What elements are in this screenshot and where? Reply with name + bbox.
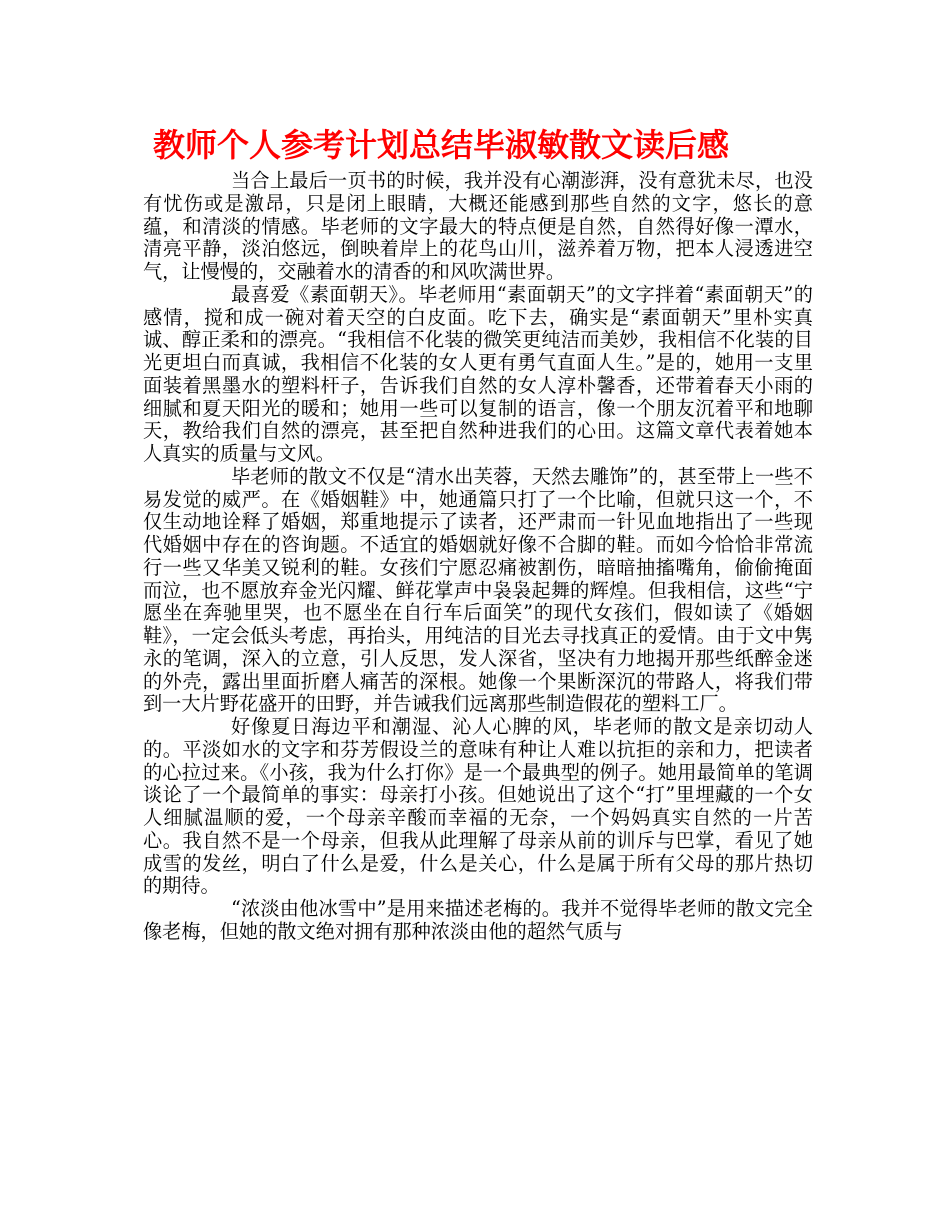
paragraph-4: 好像夏日海边平和潮湿、沁人心脾的风，毕老师的散文是亲切动人的。平淡如水的文字和芬芳假设兰的意味有种让人难以抗拒的亲和力，把读者的心拉过来。《小孩，我为什么打你》是一个最典型的例子。她用最简单的笔调谈论了一个最简单的事实：母亲打小孩。但她说出了这个“打”里埋藏的一个女人细腻温顺的爱，一个母亲辛酸而幸福的无奈，一个妈妈真实自然的一片苦心。我自然不是一个母亲，但我从此理解了母亲从前的训斥与巴掌，看见了她成雪的发丝，明白了什么是爱，什么是关心，什么是属于所有父母的那片热切的期待。 (143, 715, 813, 898)
paragraph-3: 毕老师的散文不仅是“清水出芙蓉，天然去雕饰”的，甚至带上一些不易发觉的威严。在《婚姻鞋》中，她通篇只打了一个比喻，但就只这一个，不仅生动地诠释了婚姻，郑重地提示了读者，还严肃而一针见血地指出了一些现代婚姻中存在的咨询题。不适宜的婚姻就好像不合脚的鞋。而如今恰恰非常流行一些又华美又锐利的鞋。女孩们宁愿忍痛被割伤，暗暗抽搐嘴角，偷偷掩面而泣，也不愿放弃金光闪耀、鲜花掌声中袅袅起舞的辉煌。但我相信，这些“宁愿坐在奔驰里哭，也不愿坐在自行车后面笑”的现代女孩们，假如读了《婚姻鞋》，一定会低头考虑，再抬头，用纯洁的目光去寻找真正的爱情。由于文中隽永的笔调，深入的立意，引人反思，发人深省，坚决有力地揭开那些纸醉金迷的外壳，露出里面折磨人痛苦的深根。她像一个果断深沉的带路人，将我们带到一大片野花盛开的田野，并告诫我们远离那些制造假花的塑料工厂。 (143, 464, 813, 716)
document-page (143, 120, 813, 944)
paragraph-2: 最喜爱《素面朝天》。毕老师用“素面朝天”的文字拌着“素面朝天”的感情，搅和成一碗对着天空的白皮面。吃下去，确实是“素面朝天”里朴实真诚、醇正柔和的漂亮。“我相信不化装的微笑更纯洁而美妙，我相信不化装的目光更坦白而真诚，我相信不化装的女人更有勇气直面人生。”是的，她用一支里面装着黑墨水的塑料杆子，告诉我们自然的女人淳朴馨香，还带着春天小雨的细腻和夏天阳光的暖和；她用一些可以复制的语言，像一个朋友沉着平和地聊天，教给我们自然的漂亮，甚至把自然种进我们的心田。这篇文章代表着她本人真实的质量与文风。 (143, 282, 813, 465)
paragraph-5: “浓淡由他冰雪中”是用来描述老梅的。我并不觉得毕老师的散文完全像老梅，但她的散文绝对拥有那种浓淡由他的超然气质与 (143, 897, 813, 943)
document-title: 教师个人参考计划总结毕淑敏散文读后感 (153, 126, 730, 164)
paragraph-1: 当合上最后一页书的时候，我并没有心潮澎湃，没有意犹未尽，也没有忧伤或是激昂，只是闭上眼睛，大概还能感到那些自然的文字，悠长的意蕴，和清淡的情感。毕老师的文字最大的特点便是自然，自然得好像一潭水，清亮平静，淡泊悠远，倒映着岸上的花鸟山川，滋养着万物，把本人浸透进空气，让慢慢的，交融着水的清香的和风吹满世界。 (143, 169, 813, 283)
